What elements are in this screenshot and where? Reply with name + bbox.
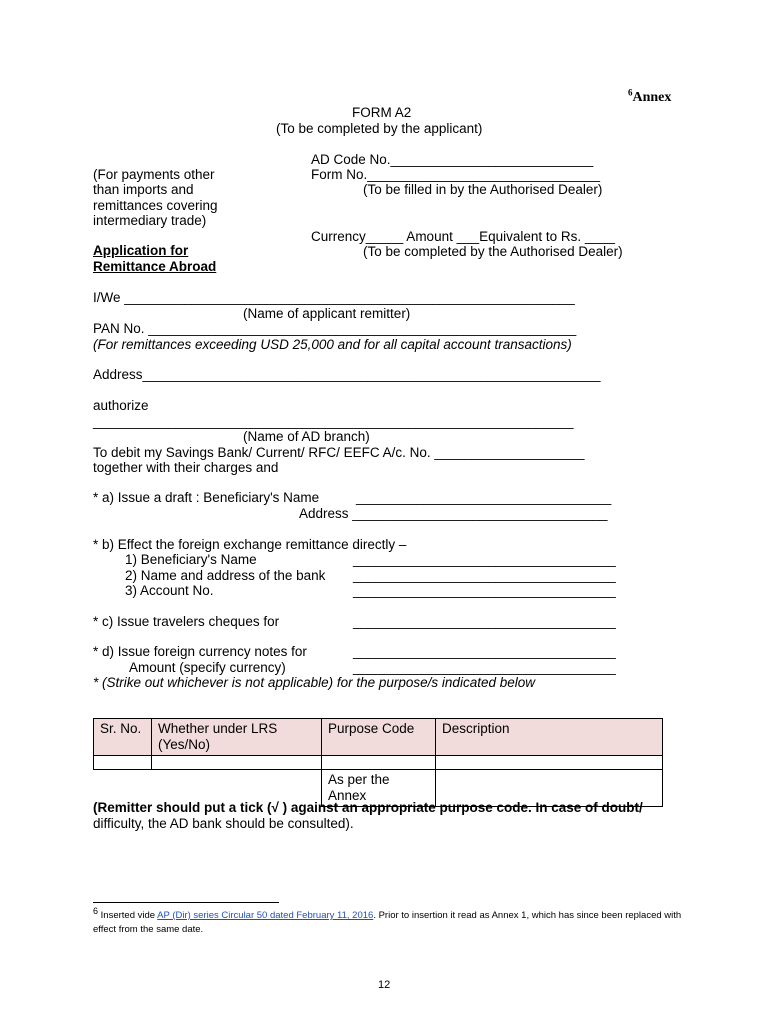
option-c-label: * c) Issue travelers cheques for	[93, 614, 280, 629]
header-purpose-code: Purpose Code	[322, 719, 436, 756]
circular-link[interactable]: AP (Dir) series Circular 50 dated February 11, 2016	[157, 910, 374, 921]
applicant-name-caption: (Name of applicant remitter)	[243, 306, 411, 321]
annex-heading	[628, 87, 672, 106]
application-title-line-2: Remittance Abroad	[93, 259, 217, 274]
footnote-prefix: Inserted vide	[98, 910, 158, 921]
completed-by-ad-note: (To be completed by the Authorised Dealer)	[363, 244, 623, 259]
option-b-item-2-label: 2) Name and address of the bank	[125, 568, 326, 583]
option-b-item-3-field[interactable]: ___________________________________	[353, 583, 616, 598]
payments-note-line-4: intermediary trade)	[93, 213, 207, 228]
payments-note-line-3: remittances covering	[93, 198, 218, 213]
option-b-item-2-field[interactable]: ___________________________________	[353, 568, 616, 583]
debit-account-field[interactable]: To debit my Savings Bank/ Current/ RFC/ EEFC A/c. No. ____________________	[93, 445, 585, 460]
option-b-item-1-label: 1) Beneficiary's Name	[125, 552, 257, 567]
form-title: FORM A2	[352, 105, 412, 120]
option-b-item-3-label: 3) Account No.	[125, 583, 214, 598]
option-a-label: * a) Issue a draft : Beneficiary's Name	[93, 490, 320, 505]
currency-amount-field[interactable]: Currency_____ Amount ___Equivalent to Rs. ____	[311, 229, 615, 244]
option-d-amount-label: Amount (specify currency)	[129, 660, 286, 675]
option-d-label: * d) Issue foreign currency notes for	[93, 644, 307, 659]
charges-text: together with their charges and	[93, 460, 279, 475]
page-number: 12	[378, 979, 391, 991]
footnote	[93, 905, 683, 937]
remitter-note-rest: difficulty, the AD bank should be consulted).	[93, 816, 354, 831]
payments-note-line-2: than imports and	[93, 182, 194, 197]
footnote-suffix: . Prior to insertion it read as Annex 1, which has since been replaced with effect from the same date.	[93, 910, 682, 935]
option-c-field[interactable]: ___________________________________	[353, 614, 616, 629]
application-title-line-1: Application for	[93, 243, 189, 258]
annex-label: Annex	[632, 90, 672, 105]
form-no-field[interactable]: Form No._______________________________	[311, 167, 601, 182]
address-field[interactable]: Address_____________________________________________________________	[93, 367, 601, 382]
sr-no-cell[interactable]	[94, 756, 152, 770]
ad-branch-caption: (Name of AD branch)	[243, 429, 370, 444]
header-lrs: Whether under LRS (Yes/No)	[152, 719, 322, 756]
purpose-table	[93, 718, 663, 807]
strike-out-note: * (Strike out whichever is not applicable) for the purpose/s indicated below	[93, 675, 535, 690]
option-d-field[interactable]: ___________________________________	[353, 644, 616, 659]
lrs-cell[interactable]	[152, 756, 322, 770]
option-a-beneficiary-field[interactable]: __________________________________	[356, 490, 612, 505]
purpose-code-cell[interactable]	[322, 756, 436, 770]
header-description: Description	[436, 719, 663, 756]
option-b-label: * b) Effect the foreign exchange remittance directly –	[93, 537, 407, 552]
ad-code-field[interactable]: AD Code No.___________________________	[311, 152, 594, 167]
ad-branch-field[interactable]: ________________________________________________________________	[93, 414, 574, 429]
pan-field[interactable]: PAN No. _________________________________________________________	[93, 321, 577, 336]
description-cell[interactable]	[436, 756, 663, 770]
remitter-note-bold: (Remitter should put a tick (√ ) against an appropriate purpose code. In case of doubt/	[93, 800, 643, 815]
applicant-name-field[interactable]: I/We ____________________________________________________________	[93, 290, 575, 305]
option-d-amount-field[interactable]: ___________________________________	[353, 660, 616, 675]
header-sr-no: Sr. No.	[94, 719, 152, 756]
table-row	[94, 756, 663, 770]
pan-note: (For remittances exceeding USD 25,000 and for all capital account transactions)	[93, 337, 572, 352]
footnote-mark: 6	[93, 905, 99, 916]
option-a-address-field[interactable]: Address __________________________________	[299, 506, 608, 521]
filled-by-ad-note: (To be filled in by the Authorised Dealer)	[363, 182, 603, 197]
annex-reference-cell: As per the Annex	[322, 770, 436, 807]
purpose-table-header	[94, 719, 663, 756]
form-subtitle: (To be completed by the applicant)	[276, 121, 483, 136]
payments-note-line-1: (For payments other	[93, 167, 215, 182]
footnote-divider	[93, 902, 279, 903]
authorize-label: authorize	[93, 398, 149, 413]
option-b-item-1-field[interactable]: ___________________________________	[353, 552, 616, 567]
annex-footnote-mark: 6	[628, 87, 633, 98]
